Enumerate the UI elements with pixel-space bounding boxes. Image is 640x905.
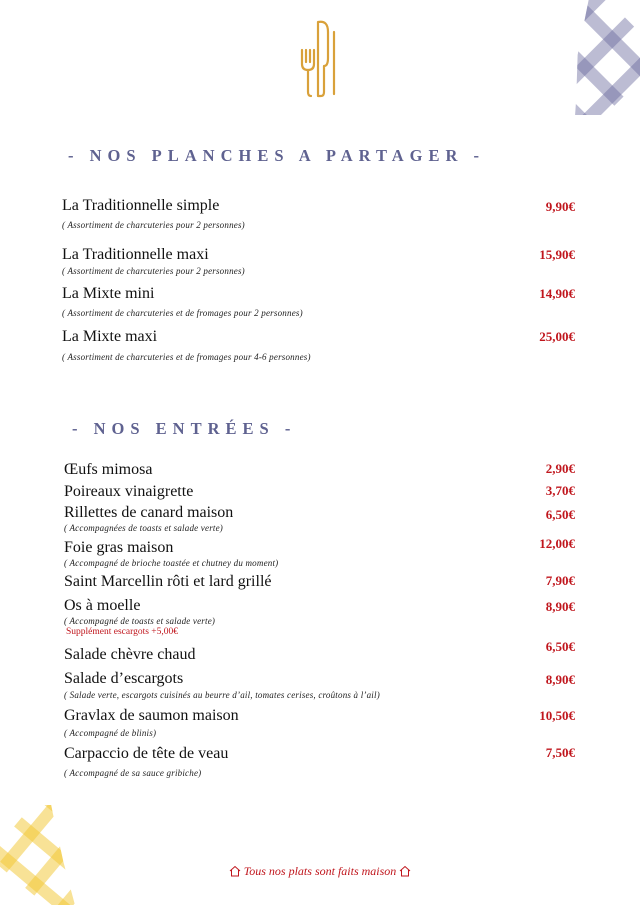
fork-knife-icon (298, 18, 338, 100)
item-supplement: Supplément escargots +5,00€ (66, 627, 179, 637)
item-description: ( Assortiment de charcuteries et de fromages pour 2 personnes) (62, 308, 303, 318)
item-price: 2,90€ (545, 461, 575, 476)
house-icon (229, 865, 241, 877)
item-description: ( Assortiment de charcuteries pour 2 personnes) (62, 220, 245, 230)
purple-gingham-corner (528, 0, 640, 115)
item-name: Rillettes de canard maison (64, 504, 234, 521)
item-name: Poireaux vinaigrette (64, 483, 194, 500)
item-name: La Mixte maxi (62, 328, 158, 345)
item-price: 10,50€ (539, 708, 575, 723)
item-price: 3,70€ (545, 483, 575, 498)
item-name: La Traditionnelle maxi (62, 246, 209, 263)
section-title-entrees: - NOS ENTRÉES - (72, 419, 297, 438)
item-price: 7,50€ (545, 745, 575, 760)
item-price: 12,00€ (539, 536, 575, 551)
item-name: Saint Marcellin rôti et lard grillé (64, 573, 272, 590)
item-name: La Mixte mini (62, 285, 155, 302)
item-description: ( Accompagné de brioche toastée et chutney du moment) (64, 558, 279, 568)
item-price: 7,90€ (545, 573, 575, 588)
item-description: ( Accompagné de sa sauce gribiche) (64, 768, 202, 778)
item-name: Salade chèvre chaud (64, 646, 196, 663)
item-price: 25,00€ (539, 329, 575, 344)
yellow-gingham-corner (0, 805, 125, 905)
item-price: 8,90€ (545, 672, 575, 687)
item-description: ( Assortiment de charcuteries pour 2 personnes) (62, 266, 245, 276)
item-name: Gravlax de saumon maison (64, 707, 239, 724)
item-description: ( Accompagné de toasts et salade verte) (64, 616, 216, 626)
item-price: 14,90€ (539, 286, 575, 301)
item-name: Œufs mimosa (64, 461, 153, 478)
item-price: 15,90€ (539, 247, 575, 262)
section-title-planches: - NOS PLANCHES A PARTAGER - (68, 146, 486, 165)
item-name: Salade d’escargots (64, 670, 184, 687)
house-icon (399, 865, 411, 877)
item-description: ( Assortiment de charcuteries et de fromages pour 4-6 personnes) (62, 352, 311, 362)
item-name: Foie gras maison (64, 539, 174, 556)
item-price: 9,90€ (545, 199, 575, 214)
item-description: ( Accompagnées de toasts et salade verte) (64, 523, 223, 533)
item-price: 6,50€ (545, 639, 575, 654)
item-description: ( Accompagné de blinis) (64, 728, 157, 738)
item-price: 6,50€ (545, 507, 575, 522)
item-description: ( Salade verte, escargots cuisinés au beurre d’ail, tomates cerises, croûtons à l’ail) (64, 690, 380, 700)
item-name: Os à moelle (64, 597, 141, 614)
footer-text: Tous nos plats sont faits maison (243, 864, 397, 878)
footer-note (0, 864, 640, 879)
item-name: La Traditionnelle simple (62, 197, 220, 214)
item-price: 8,90€ (545, 599, 575, 614)
item-name: Carpaccio de tête de veau (64, 745, 229, 762)
